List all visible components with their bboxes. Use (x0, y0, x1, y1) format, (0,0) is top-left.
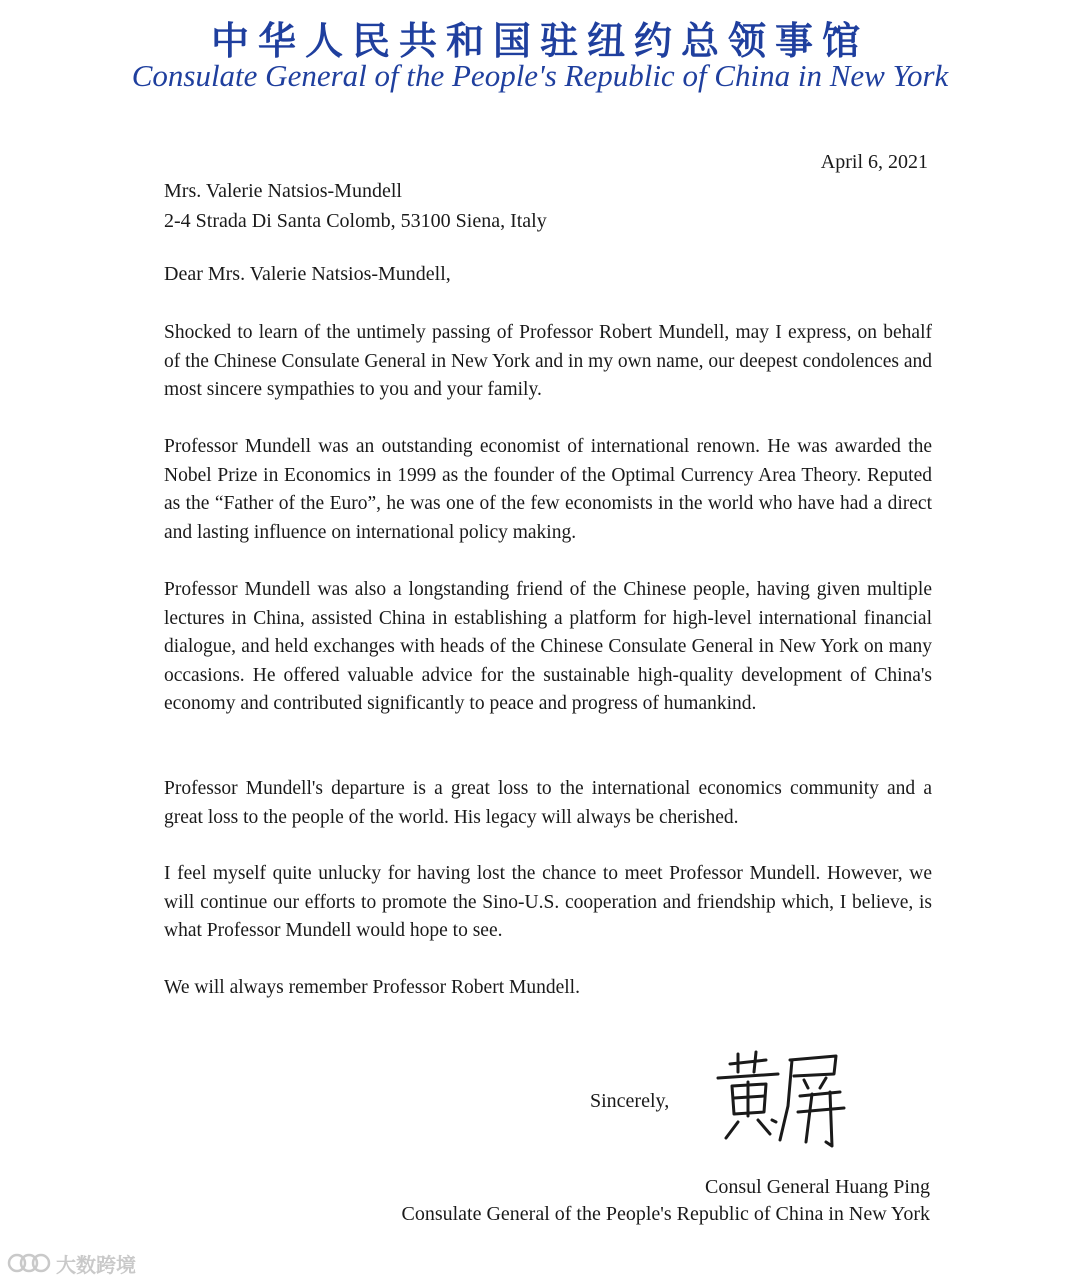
paragraph-loss: Professor Mundell's departure is a great loss to the international economics community and a great loss to the people of the world. His legacy will always be cherished. (164, 778, 932, 828)
paragraph-achievements: Professor Mundell was an outstanding economist of international renown. He was awarded the Nobel Prize in Economics in 1999 as the founder of the Optimal Currency Area Theory. Reputed as the “Father of the Euro”, he was one of the few economists in the world who have had a direct and lasting influence on international policy making. (164, 436, 932, 543)
letterhead-english-name: Consulate General of the People's Republic of China in New York (131, 58, 949, 93)
recipient-name: Mrs. Valerie Natsios-Mundell (164, 180, 402, 202)
paragraph-remember: We will always remember Professor Robert Mundell. (164, 977, 580, 998)
letter-date: April 6, 2021 (820, 151, 928, 173)
paragraph-friendship: Professor Mundell was also a longstanding friend of the Chinese people, having given multiple lectures in China, assisted China in establishing a platform for high-level international financial dialogue, and held exchanges with heads of the Chinese Consulate General in New York on many occasions. He offered valuable advice for the sustainable high-quality development of China's economy and contributed significantly to peace and progress of humankind. (164, 579, 932, 714)
recipient-block (164, 176, 547, 236)
watermark-logo-icon (6, 1250, 52, 1276)
watermark-text: 大数跨境 (56, 1252, 136, 1277)
paragraph-condolence: Shocked to learn of the untimely passing of Professor Robert Mundell, may I express, on behalf of the Chinese Consulate General in New York and in my own name, our deepest condolences and most sincere sympathies to you and your family. (164, 322, 932, 400)
letterhead-chinese-name: 中华人民共和国驻纽约总领事馆 (210, 19, 869, 63)
salutation: Dear Mrs. Valerie Natsios-Mundell, (164, 263, 451, 285)
paragraph-regret: I feel myself quite unlucky for having lost the chance to meet Professor Mundell. However, we will continue our efforts to promote the Sino-U.S. cooperation and friendship which, I believe, is what Professor Mundell would hope to see. (164, 863, 932, 941)
watermark (6, 1248, 136, 1278)
recipient-address: 2-4 Strada Di Santa Colomb, 53100 Siena, Italy (164, 210, 547, 232)
closing: Sincerely, (590, 1090, 670, 1112)
signer-organization: Consulate General of the People's Republic of China in New York (401, 1203, 930, 1225)
signer-title: Consul General Huang Ping (705, 1176, 930, 1198)
handwritten-signature (708, 1046, 858, 1156)
